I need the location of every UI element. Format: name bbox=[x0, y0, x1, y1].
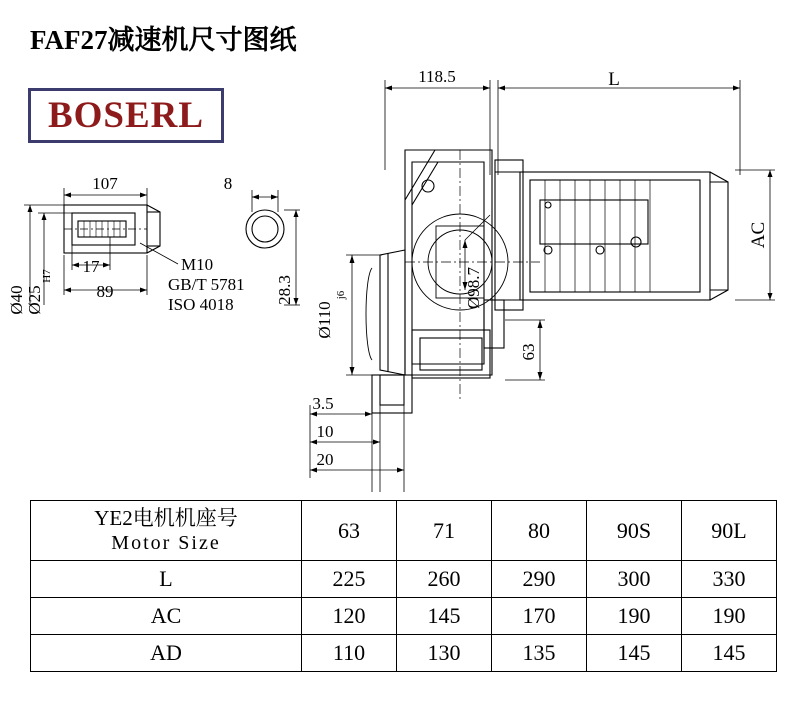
dim-label-dia40: Ø40 bbox=[7, 285, 26, 315]
dim-label-107: 107 bbox=[92, 174, 118, 193]
table-header-value: 80 bbox=[492, 501, 587, 561]
row-value: 300 bbox=[587, 561, 682, 598]
dim-label-dia25h7: Ø25 bbox=[25, 285, 44, 315]
row-value: 145 bbox=[682, 635, 777, 672]
dim-label-AC: AC bbox=[748, 221, 769, 249]
label-thread-m10: M10 bbox=[181, 255, 214, 274]
row-value: 290 bbox=[492, 561, 587, 598]
row-value: 170 bbox=[492, 598, 587, 635]
table-row bbox=[31, 598, 777, 635]
table-header-value: 90S bbox=[587, 501, 682, 561]
table-header-value: 90L bbox=[682, 501, 777, 561]
row-value: 190 bbox=[682, 598, 777, 635]
page-title: FAF27减速机尺寸图纸 bbox=[30, 25, 297, 55]
label-standard-iso4018: ISO 4018 bbox=[168, 295, 234, 314]
motor-size-table bbox=[30, 500, 777, 672]
table-header-value: 63 bbox=[302, 501, 397, 561]
dim-label-tol-j6: j6 bbox=[335, 290, 347, 300]
dim-label-L: L bbox=[608, 69, 620, 90]
row-value: 260 bbox=[397, 561, 492, 598]
row-label: L bbox=[31, 561, 302, 598]
brand-logo-text: BOSERL bbox=[47, 95, 205, 136]
row-value: 190 bbox=[587, 598, 682, 635]
row-value: 130 bbox=[397, 635, 492, 672]
dim-label-89: 89 bbox=[96, 282, 114, 301]
table-header-label-en: Motor Size bbox=[111, 532, 221, 555]
dim-label-20: 20 bbox=[316, 450, 334, 469]
row-label: AC bbox=[31, 598, 302, 635]
dim-label-98-7: Ø98.7 bbox=[464, 266, 483, 310]
dim-label-110: Ø110 bbox=[315, 301, 334, 339]
dim-label-118-5: 118.5 bbox=[418, 67, 456, 86]
table-header-label bbox=[31, 501, 302, 561]
table-header-row bbox=[31, 501, 777, 561]
dim-label-17: 17 bbox=[82, 257, 100, 276]
dim-label-8: 8 bbox=[223, 174, 233, 193]
row-value: 330 bbox=[682, 561, 777, 598]
row-value: 225 bbox=[302, 561, 397, 598]
row-label: AD bbox=[31, 635, 302, 672]
table-row bbox=[31, 635, 777, 672]
row-value: 110 bbox=[302, 635, 397, 672]
dim-label-10: 10 bbox=[316, 422, 334, 441]
row-value: 135 bbox=[492, 635, 587, 672]
table-header-label-cn: YE2电机机座号 bbox=[94, 506, 238, 530]
dim-label-tol-h7: H7 bbox=[41, 269, 53, 283]
table-row bbox=[31, 561, 777, 598]
table-header-value: 71 bbox=[397, 501, 492, 561]
dim-label-63: 63 bbox=[519, 343, 538, 361]
row-value: 145 bbox=[397, 598, 492, 635]
row-value: 145 bbox=[587, 635, 682, 672]
dim-label-28-3: 28.3 bbox=[275, 275, 294, 305]
row-value: 120 bbox=[302, 598, 397, 635]
dim-label-3-5: 3.5 bbox=[312, 394, 334, 413]
label-standard-gbt5781: GB/T 5781 bbox=[168, 275, 245, 294]
